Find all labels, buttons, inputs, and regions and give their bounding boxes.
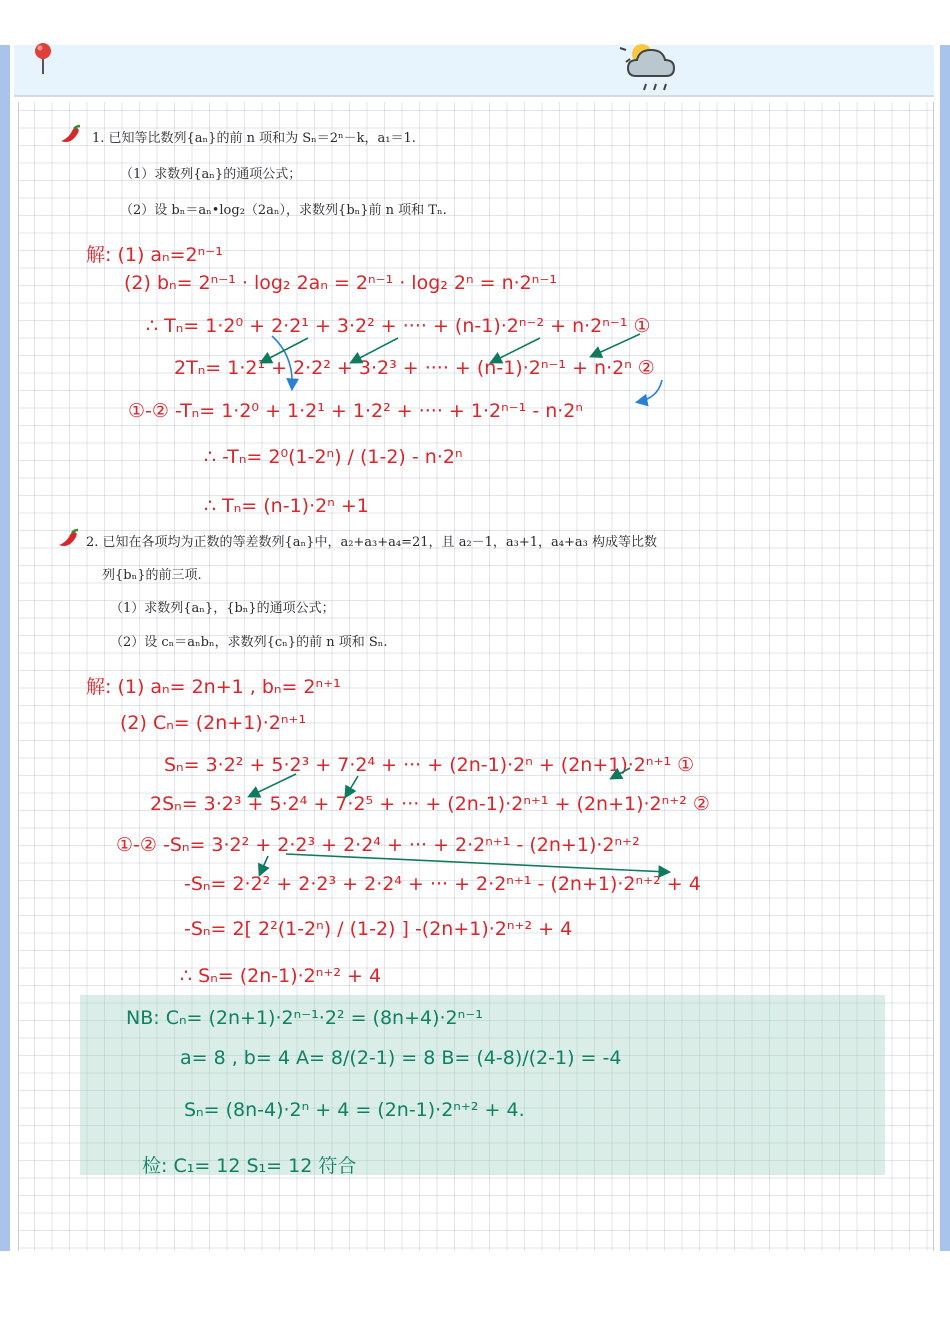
arrow-s2-4 [260, 856, 268, 874]
p2-sol-line5: ①-② -Sₙ= 3·2² + 2·2³ + 2·2⁴ + ··· + 2·2ⁿ⁺¹ - (2n+1)·2ⁿ⁺² [116, 834, 640, 856]
arrow-shift-2 [262, 338, 308, 362]
problem1-stem: 1. 已知等比数列{aₙ}的前 n 项和为 Sₙ＝2ⁿ－k，a₁＝1. [92, 131, 416, 146]
problem2-stem-line1: 2. 已知在各项均为正数的等差数列{aₙ}中，a₂+a₃+a₄=21，且 a₂－1，a₃+1，a₄+a₃ 构成等比数 [86, 535, 657, 550]
problem2-part1: （1）求数列{aₙ}，{bₙ}的通项公式； [110, 601, 335, 616]
arrow-shift-4 [492, 338, 540, 362]
arrow-shift-6 [638, 380, 662, 402]
arrow-shift-5 [592, 334, 640, 356]
arrow-shift-3 [352, 338, 398, 362]
arrow-s2-3 [612, 768, 630, 778]
arrow-s2-2 [346, 776, 358, 796]
note-line3: Sₙ= (8n-4)·2ⁿ + 4 = (2n-1)·2ⁿ⁺² + 4. [184, 1099, 525, 1121]
p1-sol-line5: ①-② -Tₙ= 1·2⁰ + 1·2¹ + 1·2² + ···· + 1·2ⁿ⁻¹ - n·2ⁿ [128, 400, 583, 422]
p1-sol-line3: ∴ Tₙ= 1·2⁰ + 2·2¹ + 3·2² + ···· + (n-1)·2ⁿ⁻² + n·2ⁿ⁻¹ ① [146, 315, 651, 337]
p2-sol-line8: ∴ Sₙ= (2n-1)·2ⁿ⁺² + 4 [180, 965, 382, 987]
problem2-stem-line2: 列{bₙ}的前三项. [102, 568, 202, 583]
problem1-part1: （1）求数列{aₙ}的通项公式； [120, 167, 302, 182]
note-line4: 检: C₁= 12 S₁= 12 符合 [142, 1155, 357, 1177]
arrow-s2-5 [286, 854, 668, 872]
p2-sol-line3: Sₙ= 3·2² + 5·2³ + 7·2⁴ + ··· + (2n-1)·2ⁿ + (2n+1)·2ⁿ⁺¹ ① [164, 754, 695, 776]
note-line1: NB: Cₙ= (2n+1)·2ⁿ⁻¹·2² = (8n+4)·2ⁿ⁻¹ [126, 1007, 483, 1029]
p1-sol-line4: 2Tₙ= 1·2¹ + 2·2² + 3·2³ + ···· + (n-1)·2ⁿ⁻¹ + n·2ⁿ ② [174, 357, 655, 379]
p2-sol-line6: -Sₙ= 2·2² + 2·2³ + 2·2⁴ + ··· + 2·2ⁿ⁺¹ - (2n+1)·2ⁿ⁺² + 4 [184, 873, 701, 895]
p2-sol-line1: 解: (1) aₙ= 2n+1 , bₙ= 2ⁿ⁺¹ [86, 676, 341, 698]
problem1-part2: （2）设 bₙ＝aₙ•log₂（2aₙ），求数列{bₙ}前 n 项和 Tₙ. [120, 203, 447, 218]
p2-sol-line7: -Sₙ= 2[ 2²(1-2ⁿ) / (1-2) ] -(2n+1)·2ⁿ⁺² + 4 [184, 918, 573, 940]
problem2-part2: （2）设 cₙ＝aₙbₙ，求数列{cₙ}的前 n 项和 Sₙ. [110, 635, 388, 650]
note-line2: a= 8 , b= 4 A= 8/(2-1) = 8 B= (4-8)/(2-1) = -4 [180, 1047, 622, 1069]
p2-sol-line2: (2) Cₙ= (2n+1)·2ⁿ⁺¹ [120, 712, 307, 734]
arrow-s2-1 [250, 774, 296, 796]
arrow-shift-1 [272, 336, 292, 388]
p1-sol-line7: ∴ Tₙ= (n-1)·2ⁿ +1 [204, 495, 369, 517]
p1-sol-line1: 解: (1) aₙ=2ⁿ⁻¹ [86, 244, 223, 266]
p1-sol-line6: ∴ -Tₙ= 2⁰(1-2ⁿ) / (1-2) - n·2ⁿ [204, 446, 463, 468]
p1-sol-line2: (2) bₙ= 2ⁿ⁻¹ · log₂ 2aₙ = 2ⁿ⁻¹ · log₂ 2ⁿ = n·2ⁿ⁻¹ [124, 272, 557, 294]
p2-sol-line4: 2Sₙ= 3·2³ + 5·2⁴ + 7·2⁵ + ··· + (2n-1)·2ⁿ⁺¹ + (2n+1)·2ⁿ⁺² ② [150, 793, 710, 815]
